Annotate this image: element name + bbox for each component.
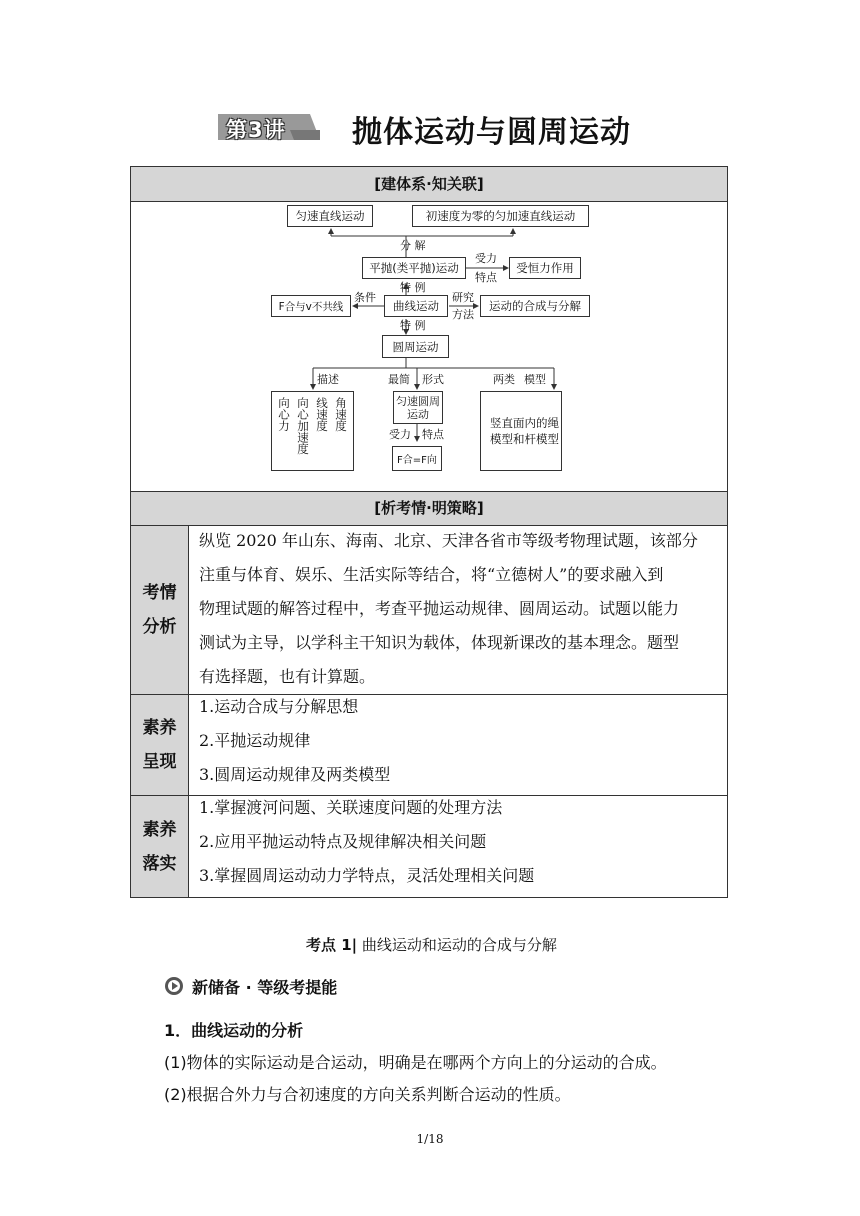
text-line: 2.平抛运动规律 — [199, 731, 311, 750]
row-label-implementation — [131, 796, 188, 897]
node-vertical-models: 竖直面内的绳模型和杆模型 — [480, 391, 562, 471]
label-simplest: 最简 — [388, 373, 410, 386]
play-icon — [164, 976, 184, 996]
label-feature-2: 特点 — [422, 428, 444, 441]
page-title: 抛体运动与圆周运动 — [352, 115, 631, 150]
analysis-section-header: [析考情·明策略] — [131, 491, 727, 526]
text-line: 3.掌握圆周运动动力学特点，灵活处理相关问题 — [199, 866, 535, 885]
content-paragraph-2: (2)根据合外力与合初速度的方向关系判断合运动的性质。 — [164, 1085, 571, 1104]
text-line: 3.圆周运动规律及两类模型 — [199, 765, 391, 784]
node-circular: 圆周运动 — [382, 335, 449, 358]
node-force-eq: F合=F向 — [392, 446, 442, 471]
label-special-case: 特 例 — [400, 281, 426, 294]
row-label-text: 考情分析 — [142, 583, 177, 637]
quantity-linear-velocity: 线速度 — [315, 397, 329, 432]
content-heading: 1．曲线运动的分析 — [164, 1021, 304, 1040]
row-text-presentation — [199, 690, 723, 792]
node-constant-force: 受恒力作用 — [509, 257, 581, 279]
topic-text: 曲线运动和运动的合成与分解 — [361, 936, 557, 954]
row-text-analysis — [199, 524, 723, 694]
node-curve-motion: 曲线运动 — [384, 295, 448, 317]
label-force-2: 受力 — [389, 428, 411, 441]
label-describe: 描述 — [317, 373, 339, 386]
page-number: 1/18 — [416, 1132, 444, 1146]
row-label-presentation — [131, 695, 188, 795]
node-uniform-circular: 匀速圆周运动 — [393, 391, 443, 424]
quantity-centripetal-accel: 向心加速度 — [296, 397, 310, 455]
divider — [131, 491, 727, 492]
lecture-tag — [218, 112, 320, 142]
divider — [188, 526, 189, 898]
label-force: 受力 — [475, 252, 497, 265]
topic-heading — [306, 934, 557, 955]
row-label-text: 素养落实 — [142, 819, 177, 874]
text-line: 有选择题，也有计算题。 — [199, 667, 376, 686]
topic-label: 考点 1| — [306, 936, 358, 954]
label-condition: 条件 — [354, 291, 376, 304]
text-line: 1.运动合成与分解思想 — [199, 697, 359, 716]
label-feature: 特点 — [475, 271, 497, 284]
lecture-tag-text: 第3讲 — [226, 118, 286, 142]
system-section-header: [建体系·知关联] — [131, 167, 727, 202]
quantity-angular-velocity: 角速度 — [334, 397, 348, 432]
summary-table — [130, 166, 728, 898]
text-line: 2.应用平抛运动特点及规律解决相关问题 — [199, 832, 487, 851]
label-decompose: 分 解 — [400, 239, 426, 252]
node-compose-decompose: 运动的合成与分解 — [480, 295, 590, 317]
node-uniform-linear: 匀速直线运动 — [287, 205, 373, 227]
row-label-text: 素养呈现 — [142, 718, 177, 772]
label-model: 模型 — [524, 373, 546, 386]
quantity-centripetal-force: 向心力 — [277, 397, 291, 432]
content-paragraph-1: (1)物体的实际运动是合运动，明确是在哪两个方向上的分运动的合成。 — [164, 1053, 667, 1072]
row-label-analysis — [131, 526, 188, 694]
node-projectile: 平抛(类平抛)运动 — [362, 257, 466, 279]
label-two-types: 两类 — [493, 373, 515, 386]
node-not-collinear: F合与v不共线 — [271, 295, 351, 317]
text-line: 纵览 2020 年山东、海南、北京、天津各省市等级考物理试题，该部分 — [199, 531, 698, 550]
row-text-implementation — [199, 791, 723, 893]
subsection-title: 新储备 · 等级考提能 — [192, 978, 338, 997]
mind-map — [131, 202, 727, 491]
text-line: 物理试题的解答过程中，考查平抛运动规律、圆周运动。试题以能力 — [199, 599, 680, 618]
text-line: 注重与体育、娱乐、生活实际等结合，将“立德树人”的要求融入到 — [199, 565, 664, 584]
label-form: 形式 — [422, 373, 444, 386]
label-special-case-2: 特 例 — [400, 319, 426, 332]
label-method: 方法 — [452, 308, 474, 321]
node-zero-init-accel: 初速度为零的匀加速直线运动 — [412, 205, 589, 227]
text-line: 1.掌握渡河问题、关联速度问题的处理方法 — [199, 798, 503, 817]
text-line: 测试为主导，以学科主干知识为载体，体现新课改的基本理念。题型 — [199, 633, 680, 652]
label-research: 研究 — [452, 291, 474, 304]
